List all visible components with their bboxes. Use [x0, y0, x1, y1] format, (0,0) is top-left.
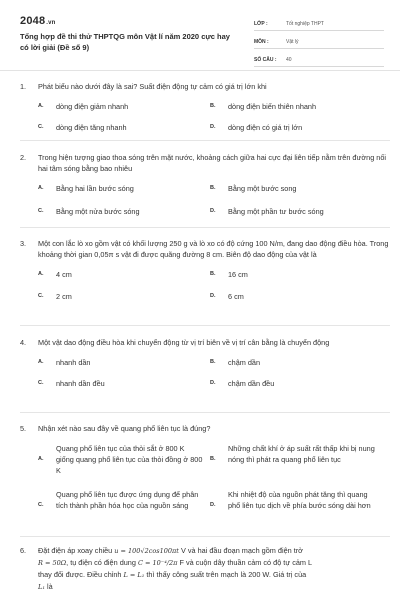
option-c[interactable]	[38, 489, 210, 511]
option-text: 4 cm	[56, 270, 72, 279]
option-b[interactable]	[210, 269, 388, 280]
question-3	[20, 238, 390, 301]
option-a[interactable]	[38, 443, 210, 476]
question-number: 2.	[20, 153, 27, 162]
option-text: dòng điện biến thiên nhanh	[228, 102, 317, 111]
option-text: nhanh dần	[56, 358, 91, 367]
answer-options	[38, 101, 390, 133]
question-number: 4.	[20, 338, 27, 347]
option-d[interactable]	[210, 122, 388, 133]
question-divider	[20, 140, 390, 141]
meta-value: 40	[286, 57, 292, 63]
question-line	[38, 545, 390, 557]
option-d[interactable]	[210, 206, 388, 217]
question-6	[20, 545, 390, 593]
option-letter: A.	[38, 359, 44, 365]
math-formula: L = L₁	[123, 571, 145, 579]
option-a[interactable]	[38, 183, 210, 194]
option-b[interactable]	[210, 101, 388, 112]
math-formula: C = 10⁻⁴/2π	[137, 559, 178, 567]
meta-value: Tốt nghiệp THPT	[286, 21, 324, 27]
option-text: 2 cm	[56, 292, 72, 301]
meta-value: Vật lý	[286, 39, 299, 45]
option-d[interactable]	[210, 378, 388, 389]
option-letter: D.	[210, 293, 216, 299]
option-text: chậm dần đều	[228, 379, 275, 388]
logo-text: 2048	[20, 15, 46, 27]
option-text: Những chất khí ở áp suất rất thấp khi bị nung nóng thì phát ra quang phổ liên tục	[228, 444, 375, 464]
question-line	[38, 581, 390, 593]
question-text: Trong hiện tượng giao thoa sóng trên mặt nước, khoảng cách giữa hai cực đại liên tiếp nằm trên đường nối hai tâm sóng bằng bao nhiêu	[38, 153, 387, 173]
meta-label: SỐ CÂU :	[254, 57, 277, 63]
logo-suffix: .vn	[46, 20, 56, 26]
question-divider	[20, 227, 390, 228]
answer-options	[38, 357, 390, 389]
option-text: Bằng một nửa bước sóng	[56, 207, 140, 216]
option-text: Bằng một phần tư bước sóng	[228, 207, 324, 216]
option-letter: B.	[210, 359, 216, 365]
option-letter: D.	[210, 124, 216, 130]
option-b[interactable]	[210, 357, 388, 368]
question-5	[20, 423, 390, 539]
answer-options	[38, 443, 390, 539]
document-header	[0, 0, 400, 70]
question-line	[38, 557, 390, 569]
math-formula: L₁	[38, 583, 45, 591]
option-text: Quang phổ liên tục của thỏi sắt ở 800 K giống quang phổ liên tục của thỏi đồng ở 800 K	[56, 444, 203, 475]
question-text: Một con lắc lò xo gồm vật có khối lượng 250 g và lò xo có độ cứng 100 N/m, đang dao động điều hòa. Trong khoảng thời gian 0,05π s vật đi được quãng đường 8 cm. Biên độ dao động của vật là	[38, 239, 389, 259]
question-text: Một vật dao động điều hòa khi chuyển động từ vị trí biên về vị trí cân bằng là chuyển động	[38, 338, 330, 347]
question-number: 3.	[20, 239, 27, 248]
option-text: dòng điện giảm nhanh	[56, 102, 129, 111]
option-a[interactable]	[38, 357, 210, 368]
option-text: 16 cm	[228, 270, 248, 279]
question-number: 5.	[20, 424, 27, 433]
header-divider	[0, 70, 400, 71]
option-letter: B.	[210, 271, 216, 277]
option-c[interactable]	[38, 122, 210, 133]
option-text: Bằng hai lần bước sóng	[56, 184, 134, 193]
option-text: Khi nhiệt độ của nguồn phát tăng thì quang phổ liên tục dịch về phía bước sóng dài hơn	[228, 490, 371, 510]
site-logo[interactable]	[20, 15, 56, 27]
question-line	[38, 569, 390, 581]
question-divider	[20, 412, 390, 413]
option-text: dòng điện tăng nhanh	[56, 123, 127, 132]
option-c[interactable]	[38, 291, 210, 302]
question-2	[20, 152, 390, 215]
question-divider	[20, 536, 390, 537]
question-text: Nhận xét nào sau đây về quang phổ liên tục là đúng?	[38, 424, 211, 433]
option-letter: B.	[210, 185, 216, 191]
option-text: nhanh dần đều	[56, 379, 105, 388]
question-number: 1.	[20, 82, 27, 91]
option-text: Quang phổ liên tục được ứng dụng để phân tích thành phần hóa học của nguồn sáng	[56, 490, 199, 510]
text-run: , tụ điện có điện dung	[66, 558, 136, 567]
text-run: là	[46, 582, 53, 591]
option-d[interactable]	[210, 489, 388, 511]
answer-options	[38, 183, 390, 215]
question-text: Phát biểu nào dưới đây là sai? Suất điện động tự cảm có giá trị lớn khi	[38, 82, 267, 91]
text-run: F và cuộn dây thuần cảm có độ tự cảm L	[179, 558, 313, 567]
meta-label: MÔN :	[254, 39, 269, 45]
option-a[interactable]	[38, 101, 210, 112]
text-run: V và hai đầu đoạn mạch gồm điện trở	[180, 546, 303, 555]
meta-label: LỚP :	[254, 21, 268, 27]
option-letter: A.	[38, 185, 44, 191]
meta-panel	[254, 15, 384, 69]
meta-row-class	[254, 15, 384, 31]
option-letter: C.	[38, 124, 44, 130]
option-letter: C.	[38, 502, 44, 508]
option-letter: C.	[38, 208, 44, 214]
document-title: Tổng hợp đề thi thử THPTQG môn Vật lí năm 2020 cực hay có lời giải (Đề số 9)	[20, 32, 230, 52]
option-letter: D.	[210, 502, 216, 508]
text-run: thì thấy công suất trên mạch là 200 W. Giá trị của	[146, 570, 307, 579]
option-text: dòng điện có giá trị lớn	[228, 123, 303, 132]
answer-options	[38, 269, 390, 301]
question-1	[20, 81, 390, 133]
text-run: Đặt điện áp xoay chiều	[38, 546, 113, 555]
question-divider	[20, 325, 390, 326]
option-c[interactable]	[38, 378, 210, 389]
text-run: thay đổi được. Điều chỉnh	[38, 570, 122, 579]
option-letter: A.	[38, 271, 44, 277]
option-text: Bằng một bước song	[228, 184, 297, 193]
option-letter: A.	[38, 103, 44, 109]
option-text: 6 cm	[228, 292, 244, 301]
meta-row-subject	[254, 33, 384, 49]
option-c[interactable]	[38, 206, 210, 217]
option-letter: B.	[210, 103, 216, 109]
option-letter: C.	[38, 380, 44, 386]
option-letter: C.	[38, 293, 44, 299]
option-a[interactable]	[38, 269, 210, 280]
option-letter: D.	[210, 208, 216, 214]
option-b[interactable]	[210, 443, 388, 465]
question-number: 6.	[20, 546, 27, 555]
math-formula: u = 100√2cos100πt	[114, 547, 179, 555]
option-letter: B.	[210, 456, 216, 462]
meta-row-count	[254, 51, 384, 67]
question-4	[20, 337, 390, 389]
math-formula: R = 50Ω	[38, 559, 67, 567]
question-text	[38, 545, 390, 593]
option-text: chậm dần	[228, 358, 261, 367]
option-letter: A.	[38, 456, 44, 462]
option-b[interactable]	[210, 183, 388, 194]
option-d[interactable]	[210, 291, 388, 302]
option-letter: D.	[210, 380, 216, 386]
